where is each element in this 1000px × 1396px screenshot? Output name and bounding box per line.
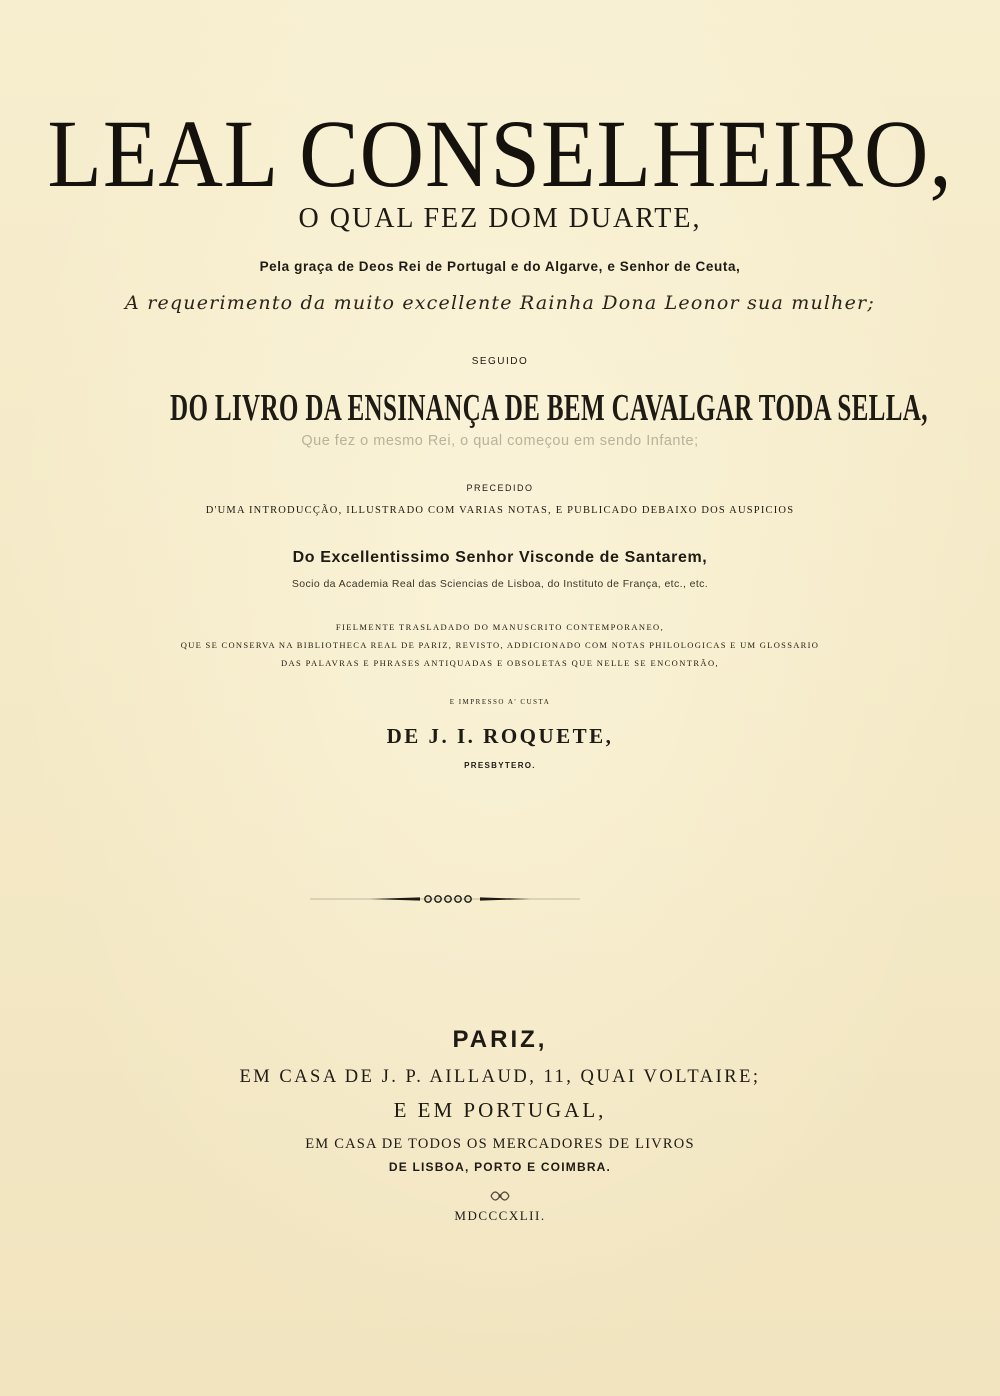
imprint-sellers: EM CASA DE TODOS OS MERCADORES DE LIVROS <box>305 1136 695 1152</box>
seguido-label: SEGUIDO <box>471 356 529 367</box>
flourish-ornament-icon <box>488 1186 512 1206</box>
imprint-country: E EM PORTUGAL, <box>393 1098 607 1122</box>
publication-year: MDCCCXLII. <box>454 1208 546 1223</box>
socio-line: Socio da Academia Real das Sciencias de Lisboa, do Instituto de França, etc., etc. <box>291 578 709 590</box>
subtitle: O QUAL FEZ DOM DUARTE, <box>298 203 702 234</box>
book-subtitle: Que fez o mesmo Rei, o qual começou em sendo Infante; <box>301 433 699 449</box>
impresso-line: E IMPRESSO A' CUSTA <box>449 698 551 706</box>
presbytero-line: PRESBYTERO. <box>464 761 536 770</box>
precedido-label: PRECEDIDO <box>466 483 534 493</box>
book-title: DO LIVRO DA ENSINANÇA DE BEM CAVALGAR TODA SELLA, <box>170 387 928 429</box>
imprint-cities: DE LISBOA, PORTO E COIMBRA. <box>388 1160 612 1174</box>
palavras-line: DAS PALAVRAS E PHRASES ANTIQUADAS E OBSOLETAS QUE NELLE SE ENCONTRÃO, <box>280 658 720 668</box>
imprint-publisher: EM CASA DE J. P. AILLAUD, 11, QUAI VOLTAIRE; <box>239 1067 761 1087</box>
fielmente-line: FIELMENTE TRASLADADO DO MANUSCRITO CONTEMPORANEO, <box>335 622 665 632</box>
visconde-line: Do Excellentissimo Senhor Visconde de Santarem, <box>292 549 708 566</box>
main-title: LEAL CONSELHEIRO, <box>47 100 953 207</box>
imprint-city: PARIZ, <box>452 1026 548 1053</box>
script-dedication-line: A requerimento da muito excellente Rainha Dona Leonor sua mulher; <box>125 292 875 314</box>
ornament-divider-icon <box>310 889 590 909</box>
conserva-line: QUE SE CONSERVA NA BIBLIOTHECA REAL DE PARIZ, REVISTO, ADDICIONADO COM NOTAS PHILOLOGICAS E UM GLOSSARIO <box>180 640 820 650</box>
author-line: DE J. I. ROQUETE, <box>386 724 614 748</box>
introduction-line: D'UMA INTRODUCÇÃO, ILLUSTRADO COM VARIAS NOTAS, E PUBLICADO DEBAIXO DOS AUSPICIOS <box>205 505 795 516</box>
royal-line: Pela graça de Deos Rei de Portugal e do Algarve, e Senhor de Ceuta, <box>259 259 741 274</box>
